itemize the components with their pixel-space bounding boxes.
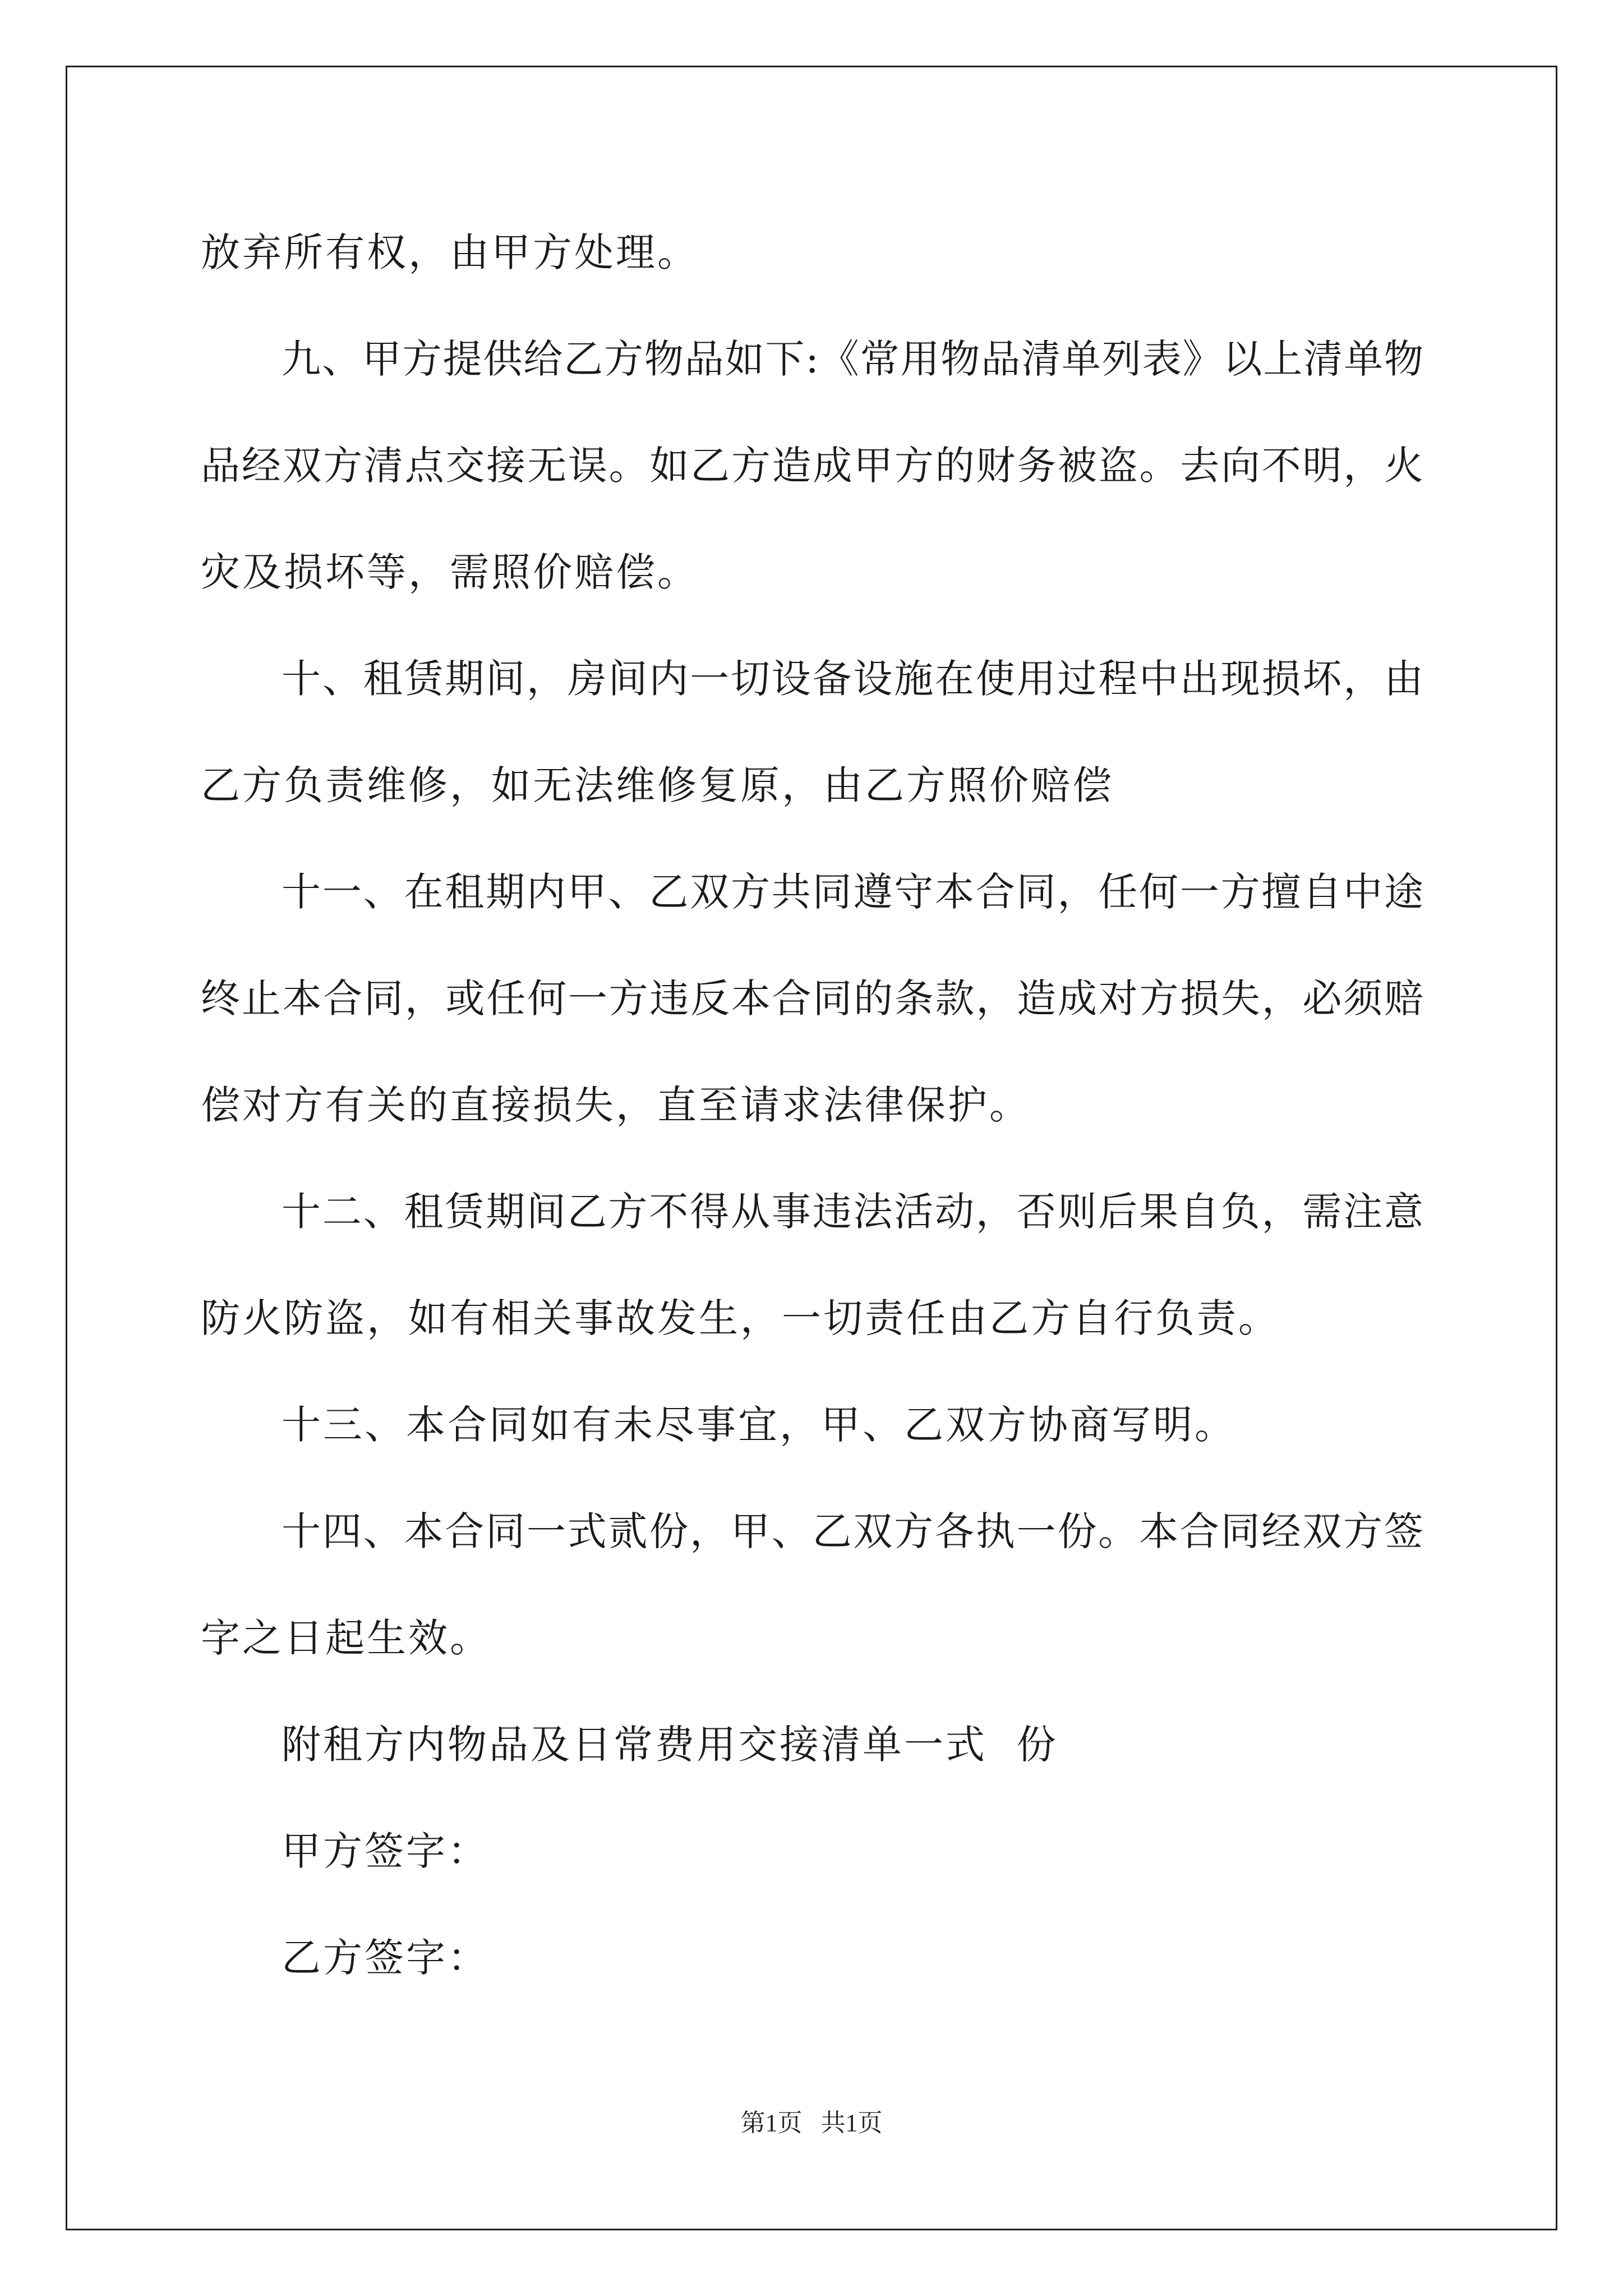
page-number: 第1页 共1页 <box>740 2109 883 2137</box>
clause-11-line-1: 十一、在租期内甲、乙双方共同遵守本合同，任何一方擅自中途 <box>282 869 1423 915</box>
clause-10-line-1: 十、租赁期间，房间内一切设备设施在使用过程中出现损坏，由 <box>282 656 1423 702</box>
clause-14-line-1: 十四、本合同一式贰份，甲、乙双方各执一份。本合同经双方签 <box>282 1508 1423 1554</box>
page-border <box>66 66 1557 2230</box>
clause-12-line-2: 防火防盗，如有相关事故发生，一切责任由乙方自行负责。 <box>201 1295 1280 1341</box>
clause-14-line-2: 字之日起生效。 <box>201 1615 491 1661</box>
text-line-1: 放弃所有权，由甲方处理。 <box>201 229 699 275</box>
clause-9-line-1: 九、甲方提供给乙方物品如下:《常用物品清单列表》以上清单物 <box>282 336 1423 382</box>
clause-9-line-3: 灾及损坏等，需照价赔偿。 <box>201 549 699 595</box>
clause-9-line-2: 品经双方清点交接无误。如乙方造成甲方的财务被盗。去向不明，火 <box>201 443 1423 489</box>
clause-11-line-2: 终止本合同，或任何一方违反本合同的条款，造成对方损失，必须赔 <box>201 976 1423 1022</box>
clause-12-line-1: 十二、租赁期间乙方不得从事违法活动，否则后果自负，需注意 <box>282 1189 1423 1235</box>
clause-10-line-2: 乙方负责维修，如无法维修复原，由乙方照价赔偿 <box>201 762 1114 808</box>
clause-11-line-3: 偿对方有关的直接损失，直至请求法律保护。 <box>201 1082 1031 1128</box>
party-b-signature: 乙方签字： <box>282 1935 489 1981</box>
party-a-signature: 甲方签字： <box>282 1828 489 1874</box>
clause-13-line-1: 十三、本合同如有未尽事宜，甲、乙双方协商写明。 <box>282 1402 1236 1448</box>
attachment-note: 附租方内物品及日常费用交接清单一式 份 <box>282 1722 1058 1768</box>
